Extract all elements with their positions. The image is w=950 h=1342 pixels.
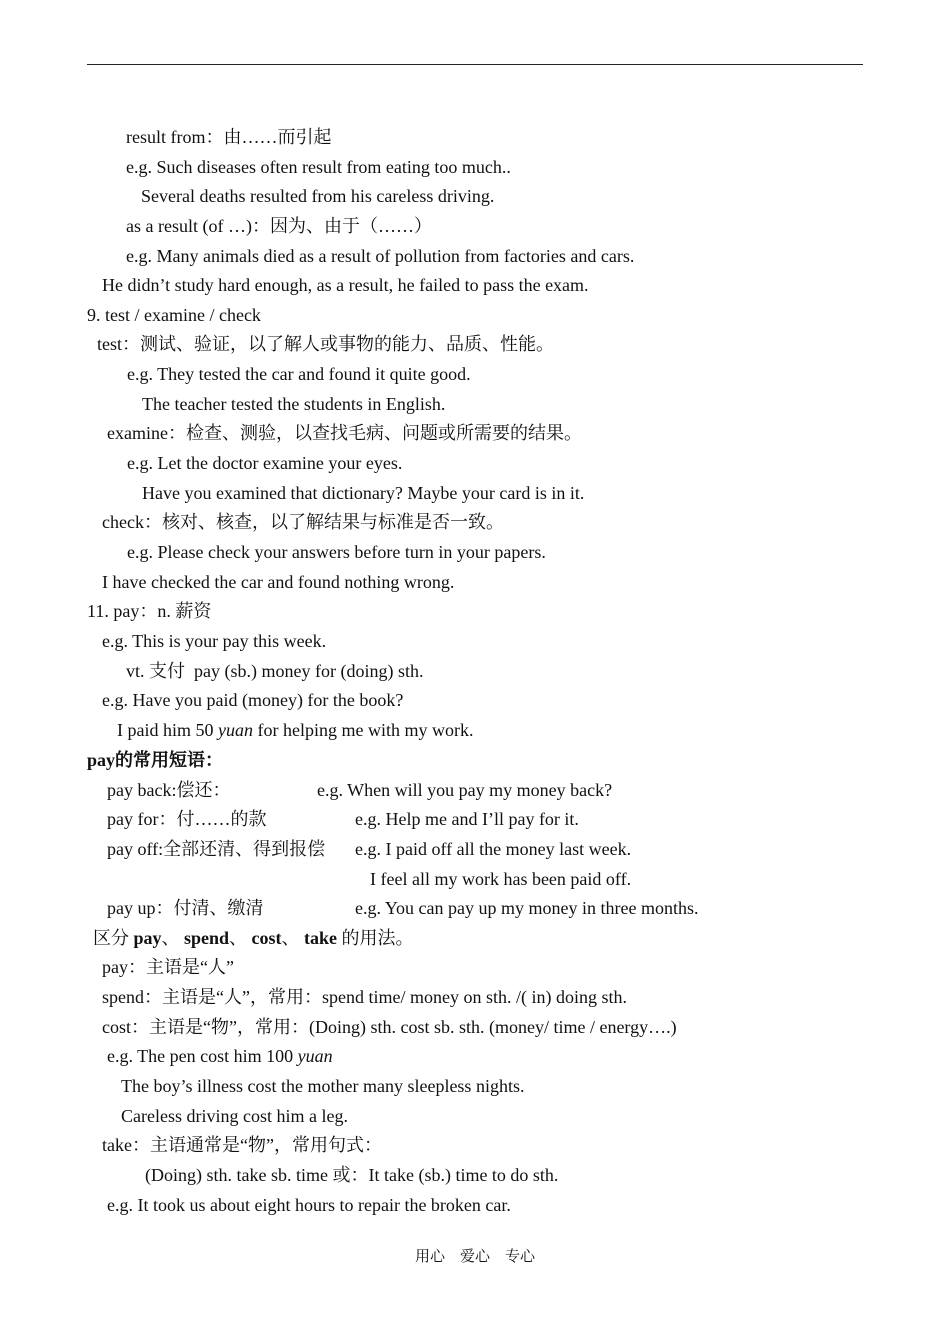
- text-run: e.g. The pen cost him 100: [107, 1046, 298, 1066]
- text-run: 、: [161, 928, 185, 948]
- phrase-example: e.g. Help me and I’ll pay for it.: [355, 809, 579, 829]
- text-run: 的用法。: [337, 928, 414, 948]
- italic-run: yuan: [297, 1046, 333, 1066]
- text-line: The boy’s illness cost the mother many sleepless nights.: [121, 1076, 525, 1096]
- text-line: I have checked the car and found nothing wrong.: [102, 572, 455, 592]
- text-line: e.g. Many animals died as a result of pollution from factories and cars.: [126, 246, 635, 266]
- section-heading: pay的常用短语：: [87, 750, 224, 770]
- text-line: The teacher tested the students in English.: [142, 394, 446, 414]
- text-line: test：测试、验证，以了解人或事物的能力、品质、性能。: [97, 334, 554, 354]
- phrase-term: pay for：付……的款: [107, 809, 267, 829]
- header-rule: [87, 64, 863, 65]
- text-line: Have you examined that dictionary? Maybe your card is in it.: [142, 483, 585, 503]
- text-line: as a result (of …)：因为、由于（……）: [126, 216, 432, 236]
- text-line: e.g. Please check your answers before turn in your papers.: [127, 542, 546, 562]
- phrase-example: e.g. I paid off all the money last week.: [355, 839, 632, 859]
- page-footer: 用心 爱心 专心: [414, 1249, 535, 1265]
- bold-run: spend: [184, 928, 230, 948]
- italic-run: yuan: [218, 720, 253, 740]
- text-line: (Doing) sth. take sb. time 或：It take (sb.) time to do sth.: [145, 1165, 559, 1185]
- phrase-term: pay back:偿还：: [107, 780, 231, 800]
- text-line: e.g. Have you paid (money) for the book?: [102, 690, 404, 710]
- section-heading: 9. test / examine / check: [87, 305, 261, 325]
- bold-run: cost: [251, 928, 282, 948]
- bold-run: take: [304, 928, 338, 948]
- text-line: [107, 1045, 333, 1067]
- bold-run: pay: [133, 928, 162, 948]
- section-heading: [93, 927, 414, 949]
- text-line: Several deaths resulted from his careless driving.: [141, 186, 495, 206]
- text-line: e.g. Such diseases often result from eating too much..: [126, 157, 511, 177]
- text-line: [117, 719, 473, 741]
- phrase-term: pay up：付清、缴清: [107, 898, 264, 918]
- text-line: e.g. This is your pay this week.: [102, 631, 327, 651]
- text-line: e.g. They tested the car and found it quite good.: [127, 364, 471, 384]
- text-run: 、: [281, 928, 305, 948]
- phrase-example: e.g. You can pay up my money in three months.: [355, 898, 699, 918]
- text-line: pay：主语是“人”: [102, 957, 234, 977]
- text-run: 区分: [93, 928, 134, 948]
- text-line: cost：主语是“物”，常用：(Doing) sth. cost sb. sth. (money/ time / energy….): [102, 1017, 677, 1037]
- text-line: result from：由……而引起: [126, 127, 332, 147]
- text-line: check：核对、核查，以了解结果与标准是否一致。: [102, 512, 504, 532]
- text-line: e.g. It took us about eight hours to repair the broken car.: [107, 1195, 511, 1215]
- text-line: Careless driving cost him a leg.: [121, 1106, 348, 1126]
- text-line: take：主语通常是“物”，常用句式：: [102, 1135, 382, 1155]
- phrase-example: e.g. When will you pay my money back?: [317, 780, 613, 800]
- text-run: for helping me with my work.: [253, 720, 474, 740]
- phrase-example: I feel all my work has been paid off.: [370, 869, 632, 889]
- text-line: examine：检查、测验，以查找毛病、问题或所需要的结果。: [107, 423, 582, 443]
- text-line: e.g. Let the doctor examine your eyes.: [127, 453, 403, 473]
- section-heading: 11. pay：n. 薪资: [87, 601, 212, 621]
- text-line: spend：主语是“人”，常用：spend time/ money on sth. /( in) doing sth.: [102, 987, 627, 1007]
- text-line: He didn’t study hard enough, as a result, he failed to pass the exam.: [102, 275, 589, 295]
- text-run: I paid him 50: [117, 720, 218, 740]
- text-line: vt. 支付 pay (sb.) money for (doing) sth.: [126, 661, 424, 681]
- text-run: 、: [229, 928, 252, 948]
- phrase-term: pay off:全部还清、得到报偿: [107, 839, 326, 859]
